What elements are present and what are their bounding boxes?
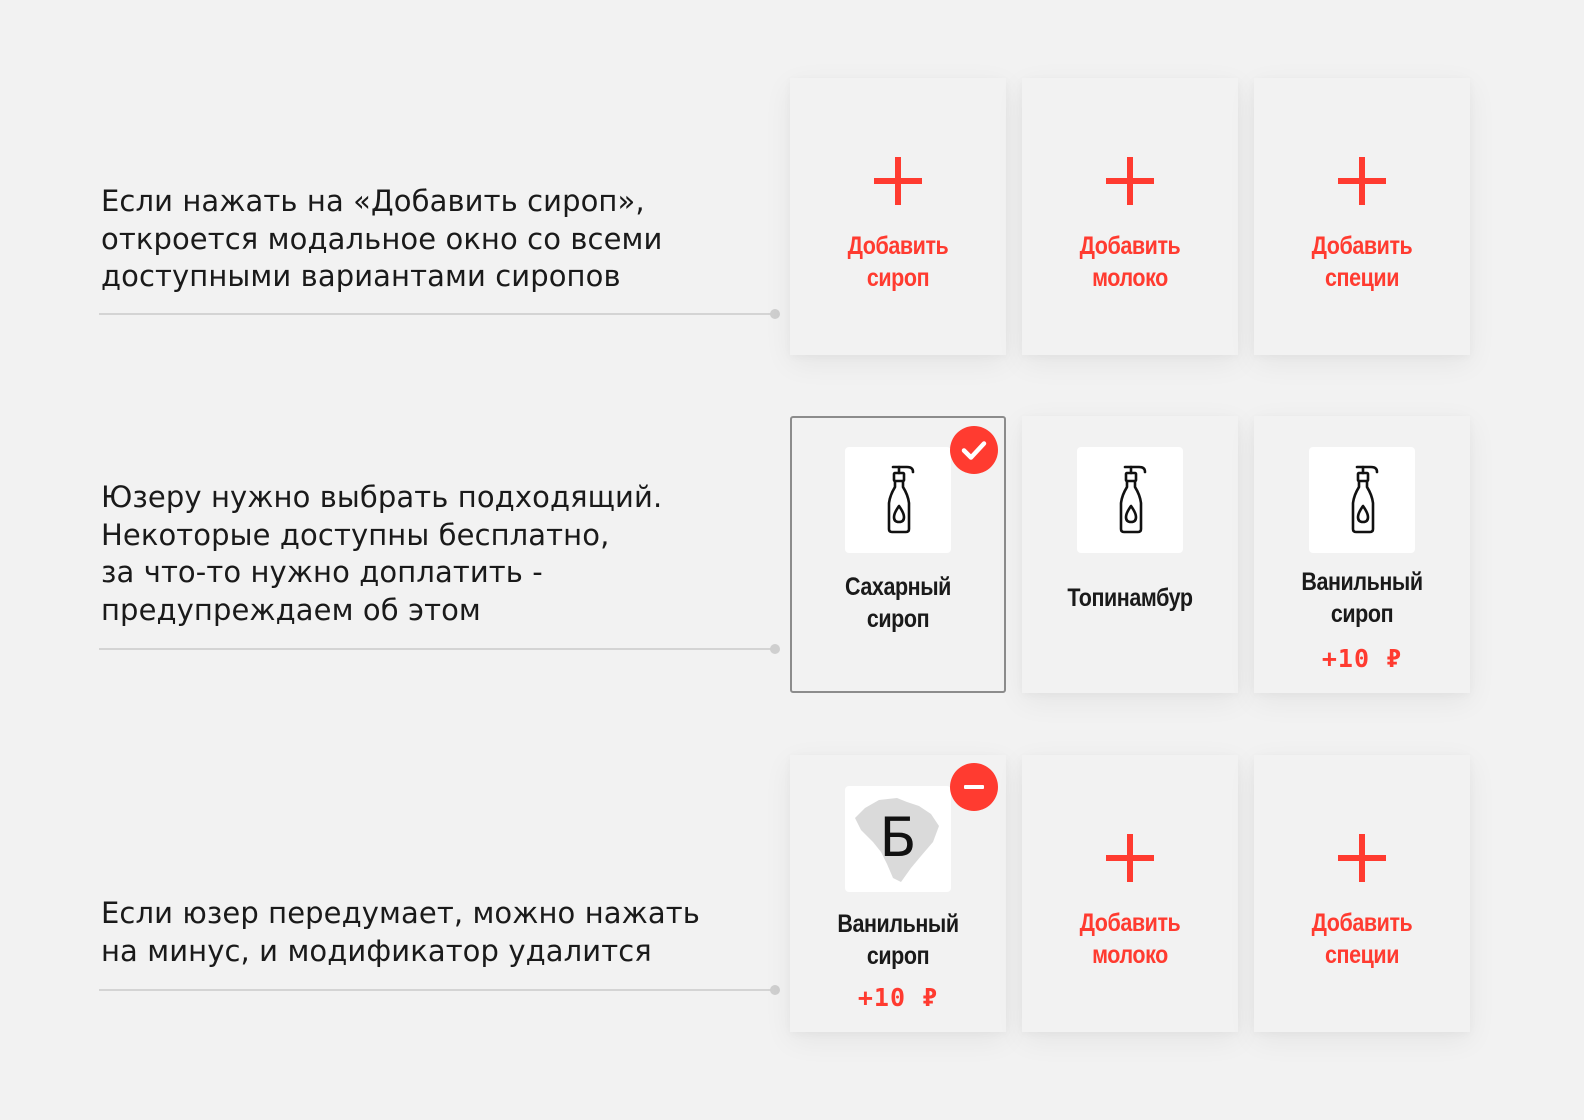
add-milk-card[interactable] — [1022, 78, 1238, 355]
add-milk-card[interactable] — [1022, 755, 1238, 1032]
vanilla-syrup-label: Ванильный сироп — [1301, 568, 1423, 628]
plus-icon — [1338, 834, 1386, 882]
description-row-2: Юзеру нужно выбрать подходящий. Некоторые доступны бесплатно, за что-то нужно доплатить - предупреждаем об этом — [101, 480, 663, 627]
syrup-bottle-icon — [1077, 447, 1183, 553]
add-spices-card[interactable] — [1254, 78, 1470, 355]
plus-icon — [874, 157, 922, 205]
connector-line-row-3 — [99, 989, 776, 991]
connector-line-row-1 — [99, 313, 776, 315]
product-thumbnail — [1077, 447, 1183, 553]
image-letter: Б — [879, 806, 917, 869]
product-thumbnail — [1309, 447, 1415, 553]
add-milk-label: Добавить молоко — [1079, 909, 1181, 969]
add-spices-label: Добавить специи — [1311, 232, 1413, 292]
minus-icon — [950, 763, 998, 811]
add-milk-label: Добавить молоко — [1079, 232, 1181, 292]
product-thumbnail — [845, 786, 951, 892]
topinambur-card[interactable] — [1022, 416, 1238, 693]
vanilla-syrup-card[interactable] — [1254, 416, 1470, 693]
product-thumbnail — [845, 447, 951, 553]
checkmark-icon — [950, 426, 998, 474]
plus-icon — [1106, 157, 1154, 205]
description-row-3: Если юзер передумает, можно нажать на минус, и модификатор удалится — [101, 896, 700, 968]
syrup-bottle-icon — [845, 447, 951, 553]
add-syrup-label: Добавить сироп — [847, 232, 949, 292]
price-surcharge: +10 ₽ — [1321, 644, 1403, 673]
vanilla-syrup-label: Ванильный сироп — [837, 910, 959, 970]
add-spices-label: Добавить специи — [1311, 909, 1413, 969]
sugar-syrup-label: Сахарный сироп — [845, 573, 951, 633]
plus-icon — [1106, 834, 1154, 882]
price-surcharge: +10 ₽ — [857, 983, 939, 1012]
plus-icon — [1338, 157, 1386, 205]
connector-line-row-2 — [99, 648, 776, 650]
add-syrup-card[interactable] — [790, 78, 1006, 355]
topinambur-label: Топинамбур — [1067, 584, 1193, 612]
description-row-1: Если нажать на «Добавить сироп», откроется модальное окно со всеми доступными вариантами сиропов — [101, 184, 663, 293]
selected-check-badge[interactable] — [950, 426, 998, 474]
remove-minus-badge[interactable] — [950, 763, 998, 811]
add-spices-card[interactable] — [1254, 755, 1470, 1032]
syrup-bottle-icon — [1309, 447, 1415, 553]
